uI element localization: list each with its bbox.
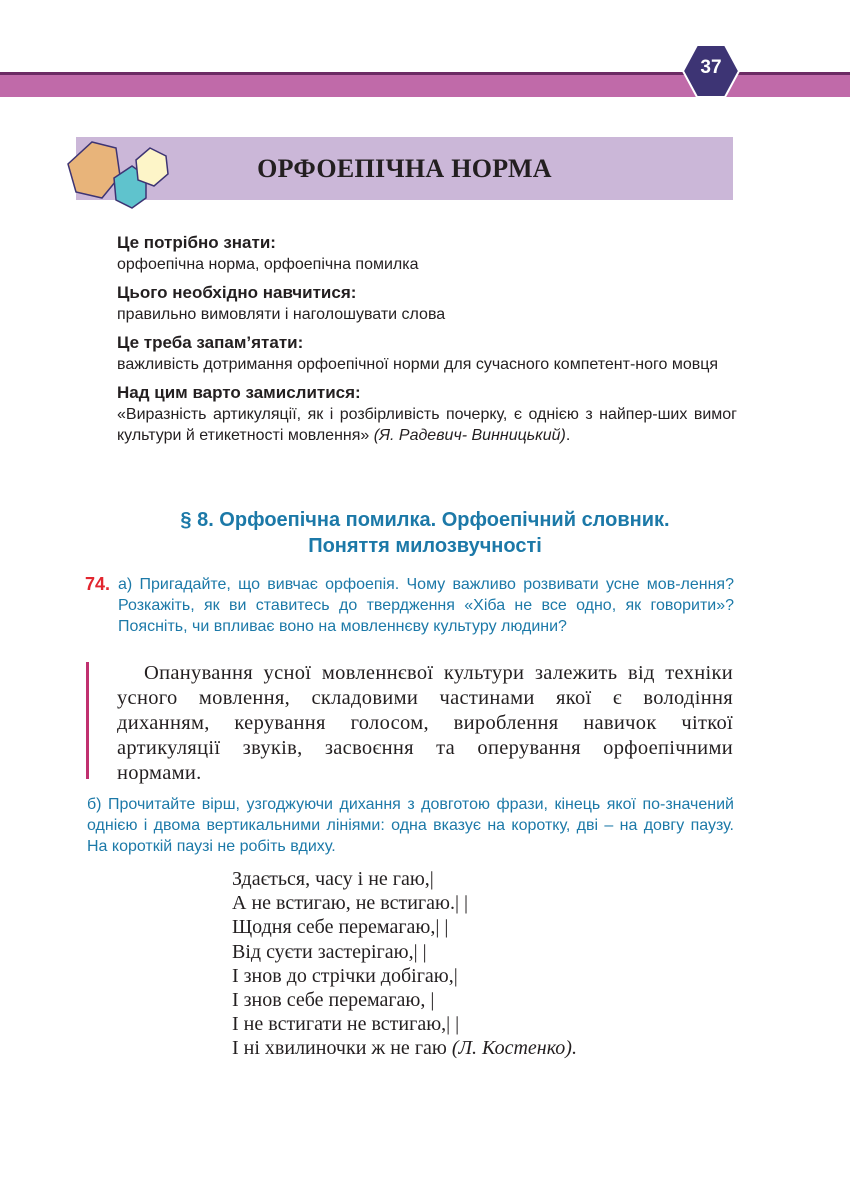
goal-text: орфоепічна норма, орфоепічна помилка bbox=[117, 256, 419, 273]
goal-quote: «Виразність артикуляції, як і розбірливість почерку, є однією з найпер-ших вимог культури й етикетності мовлення» bbox=[117, 406, 737, 444]
goal-heading: Цього необхідно навчитися: bbox=[117, 283, 357, 302]
poem-line: Від суєти застерігаю,| | bbox=[232, 940, 427, 963]
goal-text bbox=[117, 404, 737, 446]
poem-line: А не встигаю, не встигаю.| | bbox=[232, 892, 468, 915]
goal-period: . bbox=[565, 427, 571, 444]
poem-line: Здається, часу і не гаю,| bbox=[232, 868, 434, 890]
section-heading-line: § 8. Орфоепічна помилка. Орфоепічний словник. bbox=[180, 509, 670, 531]
poem bbox=[232, 867, 732, 1061]
learning-goals bbox=[117, 232, 737, 453]
exercise-task-a: а) Пригадайте, що вивчає орфоепія. Чому важливо розвивати усне мов-лення? Розкажіть, як ви ставитесь до твердження «Хіба не все одно, як говорити»? Поясніть, чи впливає воно на мовленнєву культуру людини? bbox=[118, 576, 734, 635]
poem-line: І знов себе перемагаю, | bbox=[232, 989, 435, 1012]
poem-line: І знов до стрічки добігаю,| bbox=[232, 964, 458, 987]
page-title: ОРФОЕПІЧНА НОРМА bbox=[257, 154, 552, 183]
goal-heading: Над цим варто замислитися: bbox=[117, 383, 361, 402]
goal-text: важливість дотримання орфоепічної норми для сучасного компетент-ного мовця bbox=[117, 356, 719, 373]
goal-heading: Це треба запам’ятати: bbox=[117, 333, 304, 352]
poem-line: Щодня себе перемагаю,| | bbox=[232, 916, 449, 939]
poem-citation: (Л. Костенко). bbox=[451, 1037, 577, 1060]
goal-text: правильно вимовляти і наголошувати слова bbox=[117, 306, 446, 323]
poem-line bbox=[232, 1036, 732, 1060]
goal-citation: (Я. Радевич- Винницький) bbox=[373, 427, 566, 444]
exercise-task-b: б) Прочитайте вірш, узгоджуючи дихання з довготою фрази, кінець якої по-значений однією і двома вертикальними лініями: одна вказує на коротку, дві – на довгу паузу. На короткій паузі не робіть вдиху. bbox=[87, 796, 734, 855]
poem-last-line: І ні хвилиночки ж не гаю bbox=[232, 1037, 447, 1060]
quote-bar bbox=[86, 662, 89, 779]
exercise-number: 74. bbox=[85, 574, 111, 594]
goal-heading: Це потрібно знати: bbox=[117, 233, 276, 252]
quote-text: Опанування усної мовленнєвої культури залежить від техніки усного мовлення, складовими частинами якої є володіння диханням, керування голосом, вироблення навичок чіткої артикуляції звуків, засвоєння та оперування орфоепічними нормами. bbox=[117, 662, 733, 784]
page-number: 37 bbox=[700, 57, 722, 78]
section-heading-line: Поняття милозвучності bbox=[308, 535, 542, 557]
section-heading bbox=[100, 507, 750, 559]
poem-line: І не встигати не встигаю,| | bbox=[232, 1013, 460, 1036]
